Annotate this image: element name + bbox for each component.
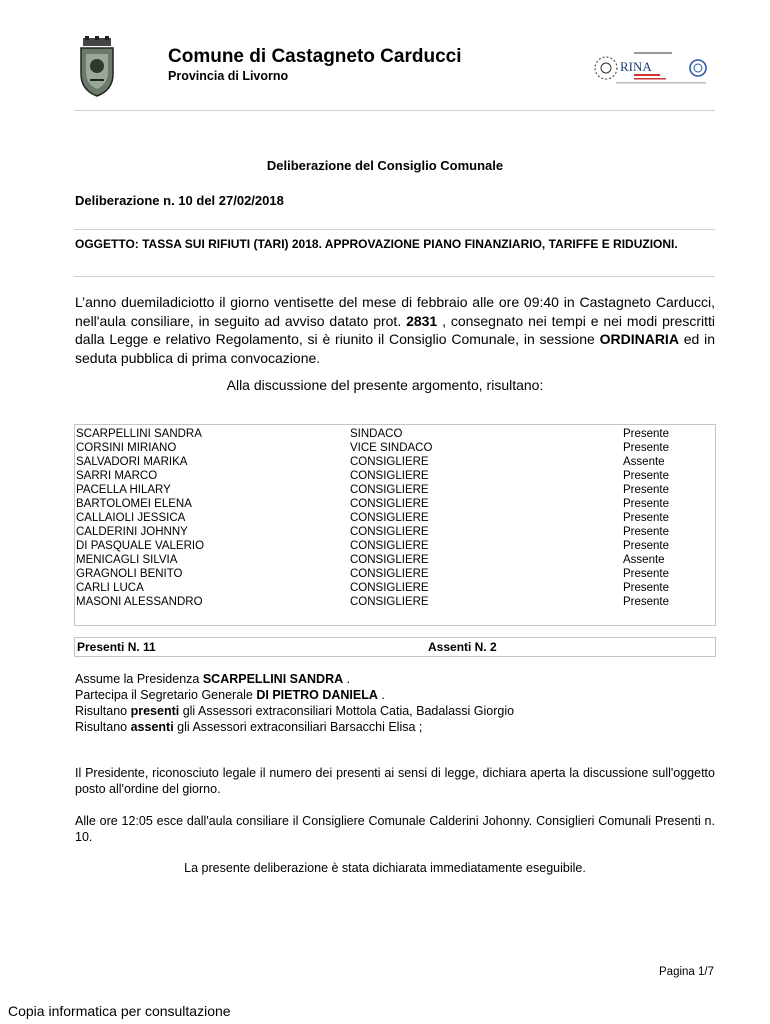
member-status: Presente [623, 526, 670, 538]
member-role: CONSIGLIERE [350, 554, 429, 566]
member-role: CONSIGLIERE [350, 498, 429, 510]
member-role: CONSIGLIERE [350, 582, 429, 594]
assessori-presenti-line [75, 704, 715, 720]
member-name: DI PASQUALE VALERIO [76, 540, 205, 552]
intro-paragraph [75, 293, 715, 367]
member-status: Presente [623, 484, 670, 496]
member-name: CORSINI MIRIANO [76, 442, 177, 454]
member-name: SALVADORI MARIKA [76, 456, 188, 468]
member-status: Assente [623, 554, 665, 566]
member-role: CONSIGLIERE [350, 456, 429, 468]
table-row [75, 483, 715, 497]
rina-certification-logo [592, 48, 714, 88]
protocol-number: 2831 [406, 312, 438, 329]
member-role: CONSIGLIERE [350, 526, 429, 538]
table-row [75, 441, 715, 455]
municipality-title: Comune di Castagneto Carducci [168, 46, 462, 67]
assessori-assenti-prefix: Risultano [75, 720, 131, 734]
member-status: Presente [623, 498, 670, 510]
municipal-crest-icon [78, 36, 116, 98]
member-role: CONSIGLIERE [350, 568, 429, 580]
page-number: Pagina 1/7 [659, 966, 714, 978]
table-row [75, 539, 715, 553]
member-name: MENICAGLI SILVIA [76, 554, 178, 566]
oggetto-top-divider [74, 229, 715, 230]
session-type: ORDINARIA [599, 331, 679, 347]
secretary-prefix: Partecipa il Segretario Generale [75, 688, 257, 702]
assessori-assenti-word: assenti [130, 720, 174, 734]
member-name: PACELLA HILARY [76, 484, 171, 496]
secretary-name: DI PIETRO DANIELA [256, 688, 378, 702]
intro-part3: ed in seduta pubblica di prima convocazione. [75, 331, 715, 366]
table-row [75, 581, 715, 595]
member-name: BARTOLOMEI ELENA [76, 498, 192, 510]
members-table [74, 424, 716, 626]
member-name: CARLI LUCA [76, 582, 144, 594]
member-name: MASONI ALESSANDRO [76, 596, 203, 608]
member-role: SINDACO [350, 428, 403, 440]
member-name: SCARPELLINI SANDRA [76, 428, 202, 440]
attendance-counts [74, 637, 716, 657]
table-row [75, 427, 715, 441]
member-name: CALDERINI JOHNNY [76, 526, 188, 538]
table-row [75, 511, 715, 525]
secretary-suffix: . [377, 688, 385, 702]
member-status: Presente [623, 442, 670, 454]
exit-paragraph: Alle ore 12:05 esce dall'aula consiliare il Consigliere Comunale Calderini Johonny. Consiglieri Comunali Presenti n. 10. [75, 814, 715, 844]
member-status: Presente [623, 568, 670, 580]
member-name: GRAGNOLI BENITO [76, 568, 183, 580]
oggetto-text: OGGETTO: TASSA SUI RIFIUTI (TARI) 2018. APPROVAZIONE PIANO FINANZIARIO, TARIFFE E RIDUZIONI. [75, 237, 678, 251]
member-role: CONSIGLIERE [350, 512, 429, 524]
member-status: Presente [623, 596, 670, 608]
president-name: SCARPELLINI SANDRA [202, 672, 344, 686]
member-name: SARRI MARCO [76, 470, 158, 482]
discussion-line: Alla discussione del presente argomento, risultano: [226, 377, 544, 393]
copy-notice: Copia informatica per consultazione [8, 1003, 231, 1019]
member-status: Presente [623, 512, 670, 524]
assessori-assenti-suffix: gli Assessori extraconsiliari Barsacchi Elisa ; [173, 720, 423, 734]
intro-part2: , consegnato nei tempi e nei modi prescritti dalla Legge e relativo Regolamento, si è riunito il Consiglio Comunale, in sessione [75, 312, 715, 347]
table-row [75, 469, 715, 483]
presidency-suffix: . [343, 672, 351, 686]
assessori-assenti-line [75, 720, 715, 736]
table-row [75, 497, 715, 511]
member-status: Presente [623, 428, 670, 440]
presenti-count: Presenti N. 11 [77, 640, 156, 654]
assessori-presenti-prefix: Risultano [75, 704, 131, 718]
assessori-presenti-word: presenti [130, 704, 180, 718]
table-row [75, 567, 715, 581]
member-role: CONSIGLIERE [350, 596, 429, 608]
assessori-presenti-suffix: gli Assessori extraconsiliari Mottola Catia, Badalassi Giorgio [179, 704, 515, 718]
president-paragraph: Il Presidente, riconosciuto legale il numero dei presenti ai sensi di legge, dichiara aperta la discussione sull'oggetto posto all'ordine del giorno. [75, 766, 715, 796]
table-row [75, 595, 715, 609]
oggetto-bottom-divider [74, 276, 715, 277]
table-row [75, 455, 715, 469]
table-row [75, 553, 715, 567]
member-status: Assente [623, 456, 665, 468]
intro-part1: L’anno duemiladiciotto il giorno ventisette del mese di febbraio alle ore 09:40 in Castagneto Carducci, nell'aula consiliare, in seguito ad avviso datato prot. [75, 294, 715, 329]
member-role: CONSIGLIERE [350, 540, 429, 552]
member-role: CONSIGLIERE [350, 470, 429, 482]
presidency-line [75, 672, 715, 688]
deliberation-number: Deliberazione n. 10 del 27/02/2018 [75, 193, 284, 208]
table-row [75, 525, 715, 539]
member-status: Presente [623, 582, 670, 594]
document-heading: Deliberazione del Consiglio Comunale [266, 158, 504, 173]
member-status: Presente [623, 470, 670, 482]
province-subtitle: Provincia di Livorno [168, 69, 289, 83]
member-status: Presente [623, 540, 670, 552]
header-divider [74, 110, 715, 111]
secretary-line [75, 688, 715, 704]
rina-logo-text: RINA [620, 59, 652, 74]
member-name: CALLAIOLI JESSICA [76, 512, 186, 524]
presidency-prefix: Assume la Presidenza [75, 672, 203, 686]
member-role: VICE SINDACO [350, 442, 433, 454]
executable-line: La presente deliberazione è stata dichiarata immediatamente eseguibile. [184, 861, 586, 875]
assenti-count: Assenti N. 2 [428, 640, 497, 654]
member-role: CONSIGLIERE [350, 484, 429, 496]
